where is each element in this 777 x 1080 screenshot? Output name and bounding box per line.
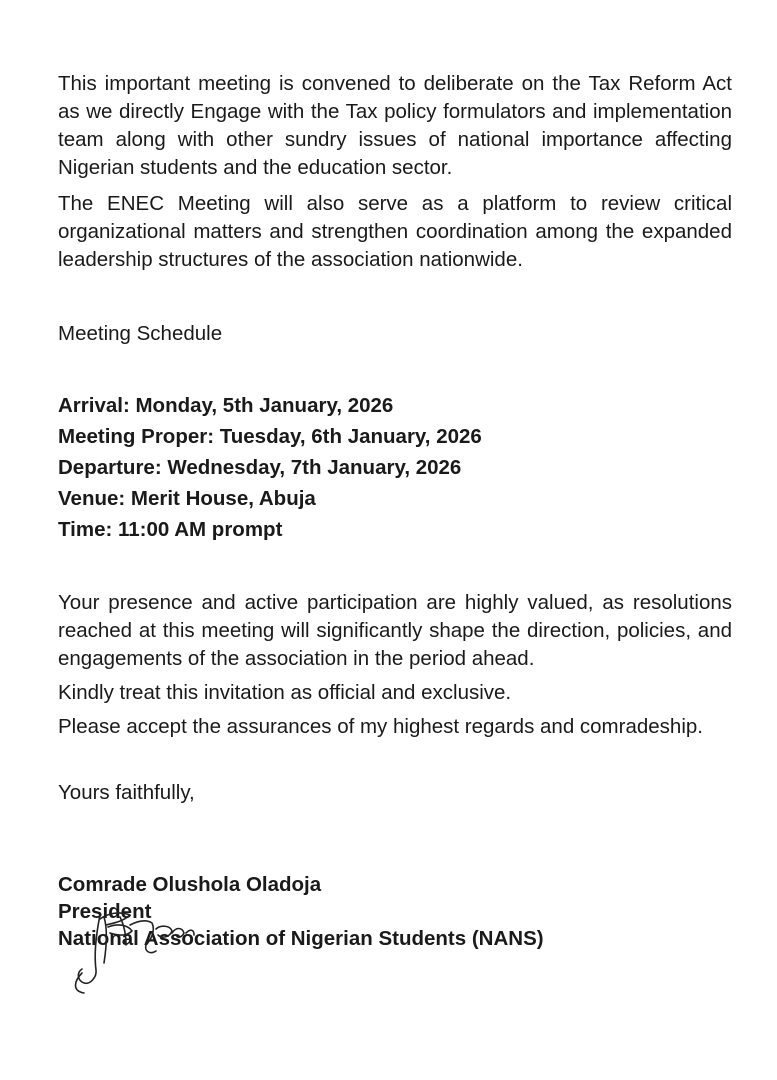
schedule-list [58, 390, 732, 545]
intro-paragraph-2: The ENEC Meeting will also serve as a platform to review critical organizational matters and strengthen coordination among the expanded leadership structures of the association nationwide. [58, 192, 732, 271]
intro-paragraph-1: This important meeting is convened to deliberate on the Tax Reform Act as we directly Engage with the Tax policy formulators and implementation team along with other sundry issues of national importance affecting Nigerian students and the education sector. [58, 72, 732, 179]
valediction: Yours faithfully, [58, 781, 195, 804]
schedule-time: Time: 11:00 AM prompt [58, 518, 283, 541]
schedule-heading: Meeting Schedule [58, 322, 223, 345]
closing-paragraph-1: Your presence and active participation are highly valued, as resolutions reached at this meeting will significantly shape the direction, policies, and engagements of the association in the period ahead. [58, 591, 732, 670]
closing-paragraph-3: Please accept the assurances of my highest regards and comradeship. [58, 715, 703, 738]
schedule-venue: Venue: Merit House, Abuja [58, 487, 316, 510]
signatory-name: Comrade Olushola Oladoja [58, 873, 322, 896]
schedule-arrival: Arrival: Monday, 5th January, 2026 [58, 394, 394, 417]
signatory-organization: National Association of Nigerian Students (NANS) [58, 927, 544, 950]
handwritten-signature [60, 895, 240, 995]
closing-paragraph-2: Kindly treat this invitation as official and exclusive. [58, 681, 512, 704]
schedule-meeting-proper: Meeting Proper: Tuesday, 6th January, 2026 [58, 425, 482, 448]
signatory-title: President [58, 900, 152, 923]
letter-body [58, 70, 732, 952]
schedule-departure: Departure: Wednesday, 7th January, 2026 [58, 456, 462, 479]
